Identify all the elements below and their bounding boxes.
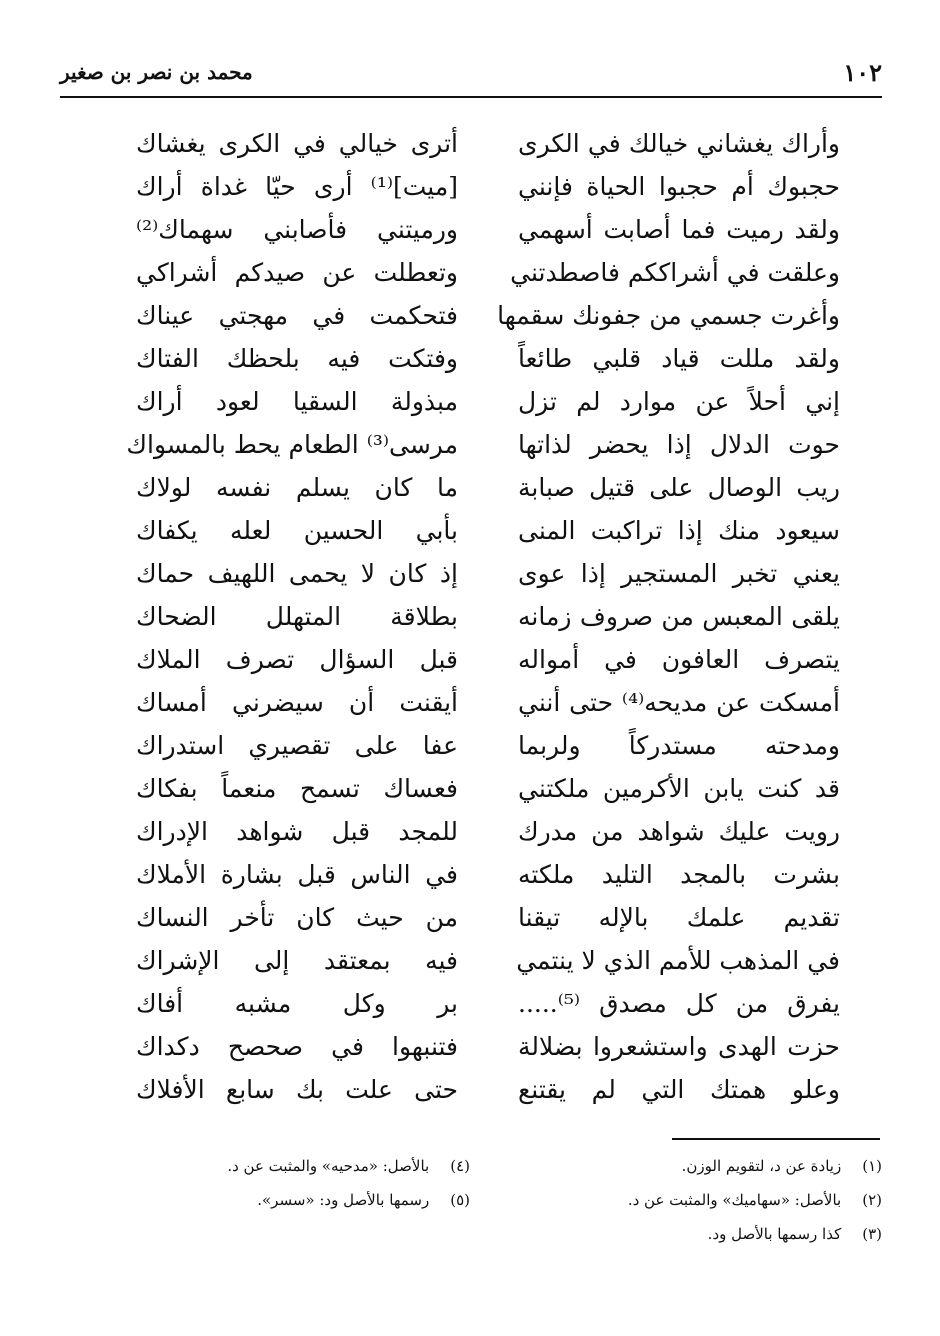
verse-ajuz: مرسى⁽³⁾ الطعام يحط بالمسواك — [126, 430, 458, 459]
page-header — [60, 56, 882, 96]
verse-sadr: يفرق من كل مصدق ⁽⁵⁾..... — [518, 989, 840, 1018]
verse-row — [60, 939, 882, 983]
verse-ajuz: أترى خيالي في الكرى يغشاك — [136, 129, 458, 158]
verse-ajuz: [ميت]⁽¹⁾ أرى حيّا غداة أراك — [136, 172, 458, 201]
verse-row — [60, 982, 882, 1026]
verse-row — [60, 380, 882, 424]
footnote — [140, 1186, 470, 1214]
footnote — [552, 1220, 882, 1248]
verse-ajuz: إذ كان لا يحمى اللهيف حماك — [136, 559, 458, 588]
verse-sadr: حوت الدلال إذا يحضر لذاتها — [518, 430, 840, 459]
verse-row — [60, 509, 882, 553]
verse-row — [60, 595, 882, 639]
verse-ajuz: في الناس قبل بشارة الأملاك — [136, 860, 458, 889]
verse-ajuz: مبذولة السقيا لعود أراك — [136, 387, 458, 416]
verse-ajuz: فعساك تسمح منعماً بفكاك — [136, 774, 458, 803]
verse-ajuz: قبل السؤال تصرف الملاك — [136, 645, 458, 674]
verse-row — [60, 165, 882, 209]
header-rule — [60, 96, 882, 98]
verse-row — [60, 810, 882, 854]
verse-ajuz: فيه بمعتقد إلى الإشراك — [136, 946, 458, 975]
footnote-number: (٥) — [450, 1191, 470, 1209]
verse-ajuz: ما كان يسلم نفسه لولاك — [136, 473, 458, 502]
verse-sadr: وعلقت في أشراككم فاصطدتني — [510, 258, 840, 287]
verse-ajuz: أيقنت أن سيضرني أمساك — [136, 688, 458, 717]
verse-row — [60, 122, 882, 166]
verse-row — [60, 638, 882, 682]
footnote-text: زيادة عن د، لتقويم الوزن. — [681, 1157, 842, 1175]
footnote-number: (٢) — [862, 1191, 882, 1209]
verse-row — [60, 337, 882, 381]
verse-sadr: قد كنت يابن الأكرمين ملكتني — [518, 774, 840, 803]
verse-sadr: حجبوك أم حجبوا الحياة فإنني — [518, 172, 840, 201]
verse-ajuz: ورميتني فأصابني سهماك⁽²⁾ — [136, 215, 458, 244]
verse-sadr: وعلو همتك التي لم يقتنع — [518, 1075, 840, 1104]
footnote — [552, 1186, 882, 1214]
verse-row — [60, 681, 882, 725]
verse-sadr: حزت الهدى واستشعروا بضلالة — [518, 1032, 840, 1061]
verse-sadr: وأراك يغشاني خيالك في الكرى — [518, 129, 840, 158]
verse-sadr: بشرت بالمجد التليد ملكته — [518, 860, 840, 889]
verse-row — [60, 1068, 882, 1112]
verse-sadr: أمسكت عن مديحه⁽⁴⁾ حتى أنني — [518, 688, 840, 717]
verse-ajuz: فتحكمت في مهجتي عيناك — [136, 301, 458, 330]
verse-row — [60, 208, 882, 252]
verse-row — [60, 767, 882, 811]
verse-sadr: ريب الوصال على قتيل صبابة — [518, 473, 840, 502]
verse-sadr: وأغرت جسمي من جفونك سقمها — [497, 301, 840, 330]
verse-sadr: إني أحلاً عن موارد لم تزل — [518, 387, 840, 416]
footnote-rule — [672, 1138, 880, 1140]
footnotes — [60, 1152, 882, 1262]
verse-ajuz: حتى علت بك سابع الأفلاك — [136, 1075, 458, 1104]
footnote-number: (١) — [862, 1157, 882, 1175]
footnote — [552, 1152, 882, 1180]
verse-row — [60, 724, 882, 768]
verse-sadr: يتصرف العافون في أمواله — [518, 645, 840, 674]
verse-sadr: سيعود منك إذا تراكبت المنى — [518, 516, 840, 545]
verse-ajuz: وفتكت فيه بلحظك الفتاك — [136, 344, 458, 373]
verse-sadr: تقديم علمك بالإله تيقنا — [518, 903, 840, 932]
page-number: ١٠٢ — [843, 58, 882, 87]
verse-sadr: يلقى المعبس من صروف زمانه — [518, 602, 840, 631]
verse-row — [60, 896, 882, 940]
footnote-text: بالأصل: «سهاميك» والمثبت عن د. — [627, 1191, 842, 1209]
verse-sadr: يعني تخبر المستجير إذا عوى — [518, 559, 840, 588]
verse-ajuz: عفا على تقصيري استدراك — [136, 731, 458, 760]
running-title: محمد بن نصر بن صغير — [60, 60, 253, 84]
verse-ajuz: وتعطلت عن صيدكم أشراكي — [136, 258, 458, 287]
verse-row — [60, 466, 882, 510]
verse-ajuz: من حيث كان تأخر النساك — [136, 903, 458, 932]
poem — [60, 122, 882, 1122]
verse-sadr: ولقد مللت قياد قلبي طائعاً — [518, 344, 840, 373]
verse-row — [60, 251, 882, 295]
verse-row — [60, 1025, 882, 1069]
verse-ajuz: للمجد قبل شواهد الإدراك — [136, 817, 458, 846]
verse-sadr: ومدحته مستدركاً ولربما — [518, 731, 840, 760]
verse-sadr: في المذهب للأمم الذي لا ينتمي — [516, 946, 840, 975]
verse-row — [60, 853, 882, 897]
verse-ajuz: بأبي الحسين لعله يكفاك — [136, 516, 458, 545]
footnote-number: (٤) — [450, 1157, 470, 1175]
verse-ajuz: بر وكل مشبه أفاك — [136, 989, 458, 1018]
verse-ajuz: بطلاقة المتهلل الضحاك — [136, 602, 458, 631]
verse-row — [60, 552, 882, 596]
footnote — [140, 1152, 470, 1180]
verse-ajuz: فتنبهوا في صحصح دكداك — [136, 1032, 458, 1061]
verse-row — [60, 423, 882, 467]
footnote-text: بالأصل: «مدحيه» والمثبت عن د. — [227, 1157, 430, 1175]
verse-sadr: رويت عليك شواهد من مدرك — [518, 817, 840, 846]
footnote-text: كذا رسمها بالأصل ود. — [707, 1225, 842, 1243]
footnote-text: رسمها بالأصل ود: «سسر». — [257, 1191, 430, 1209]
verse-sadr: ولقد رميت فما أصابت أسهمي — [518, 215, 840, 244]
footnote-number: (٣) — [862, 1225, 882, 1243]
verse-row — [60, 294, 882, 338]
